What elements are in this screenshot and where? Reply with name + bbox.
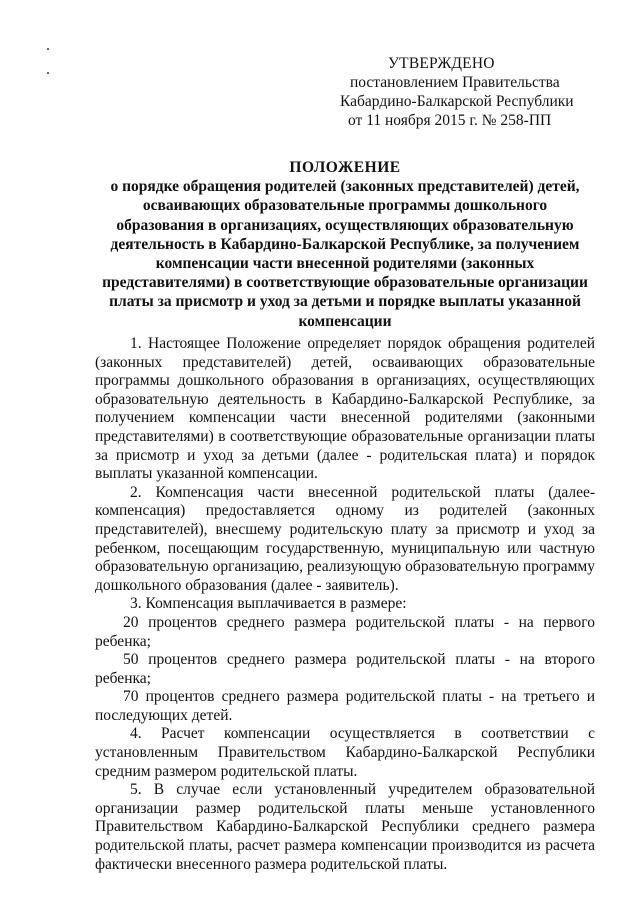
paragraph-4: 4. Расчет компенсации осуществляется в соответствии с установленным Правительством Кабардино-Балкарской Республики средним размером родительской платы. [95,725,595,780]
heading-line: представителями) в соответствующие образовательные организации [102,274,588,292]
heading-line: осваивающих образовательные программы дошкольного [142,197,548,215]
heading-line: компенсации части внесенной родителями (законных [155,255,535,273]
compensation-first-child: 20 процентов среднего размера родительской платы - на первого ребенка; [95,613,595,650]
compensation-second-child: 50 процентов среднего размера родительской платы - на второго ребенка; [95,651,595,687]
approval-stamp-block [330,54,630,130]
scan-speck [47,48,49,50]
document-heading [95,158,595,331]
heading-line: компенсации [298,312,392,330]
paragraph-5: 5. В случае если установленный учредителем образовательной организации размер родительской платы меньше установленного Правительством Кабардино-Балкарской Республики среднего размера родительской платы, расчет размера компенсации производится из расчета фактически внесенного размера родительской платы. [95,781,595,873]
approval-line-3: от 11 ноября 2015 г. № 258-ПП [348,112,552,129]
heading-line: образования в организациях, осуществляющих образовательную [116,216,574,234]
approval-line-1: постановлением Правительства [350,74,560,91]
paragraph-2: 2. Компенсация части внесенной родительской платы (далее-компенсация) предоставляется одному из родителей (законных представителей), внесшему родительскую плату за присмотр и уход за ребенком, посещающим государственную, муниципальную или частную образовательную организацию, реализующую образовательную программу дошкольного образования (далее - заявитель). [95,483,595,594]
compensation-third-child: 70 процентов среднего размера родительской платы - на третьего и последующих детей. [95,688,595,724]
document-title: ПОЛОЖЕНИЕ [289,159,401,176]
approval-title: УТВЕРЖДЕНО [388,55,495,72]
heading-line: деятельность в Кабардино-Балкарской Республике, за получением [110,235,580,253]
document-body [95,335,595,874]
paragraph-1: 1. Настоящее Положение определяет порядок обращения родителей (законных представителей) детей, осваивающих образовательные программы дошкольного образования в организациях, осуществляющих образовательную деятельность в Кабардино-Балкарской Республике, за получением компенсации части внесенной родителями (законными представителями) в соответствующие образовательные организации платы за присмотр и уход за детьми (далее - родительская плата) и порядок выплаты указанной компенсации. [95,335,595,483]
heading-line: платы за присмотр и уход за детьми и порядке выплаты указанной [109,293,581,311]
heading-line: о порядке обращения родителей (законных представителей) детей, [110,178,580,196]
approval-line-2: Кабардино-Балкарской Республики [340,93,574,110]
paragraph-3: 3. Компенсация выплачивается в размере: [130,595,407,613]
scan-speck [47,72,49,74]
